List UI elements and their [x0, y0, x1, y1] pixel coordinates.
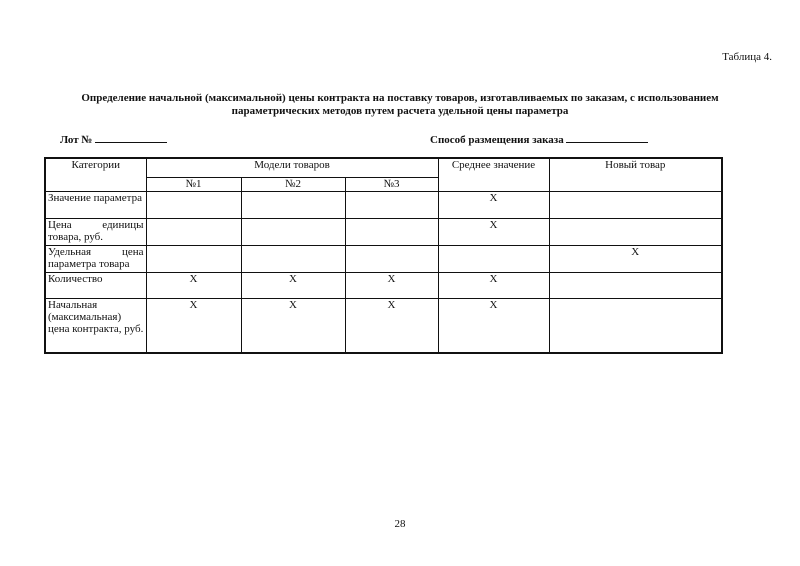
page-number: 28 [394, 518, 406, 530]
cell-new-product[interactable] [549, 218, 722, 245]
pricing-table [44, 157, 723, 354]
row-category: Значение параметра [45, 191, 146, 218]
header-new-product: Новый товар [549, 158, 722, 191]
header-categories: Категории [45, 158, 146, 191]
cell-model-1[interactable] [146, 191, 241, 218]
header-average: Среднее значение [438, 158, 549, 191]
row-category: Удельная цена параметра товара [45, 245, 146, 272]
header-model-3: №3 [345, 177, 438, 191]
table-row [45, 218, 722, 245]
cell-model-1[interactable] [146, 218, 241, 245]
table-row [45, 245, 722, 272]
placement-method-blank-line[interactable] [566, 132, 648, 143]
cell-model-1[interactable]: X [146, 298, 241, 353]
cell-average[interactable]: X [438, 272, 549, 298]
header-model-1: №1 [146, 177, 241, 191]
cell-model-3[interactable] [345, 218, 438, 245]
table-row [45, 272, 722, 298]
placement-method-label: Способ размещения заказа [430, 134, 564, 146]
table-row [45, 298, 722, 353]
cell-model-2[interactable] [241, 191, 345, 218]
cell-model-2[interactable] [241, 218, 345, 245]
cell-model-2[interactable]: X [241, 272, 345, 298]
row-category: Начальная (максимальная) цена контракта, руб. [45, 298, 146, 353]
table-row [45, 191, 722, 218]
header-model-2: №2 [241, 177, 345, 191]
cell-model-3[interactable] [345, 245, 438, 272]
cell-model-3[interactable]: X [345, 272, 438, 298]
placement-method-field [430, 132, 648, 146]
lot-blank-line[interactable] [95, 132, 167, 143]
title-line-1: Определение начальной (максимальной) цены контракта на поставку товаров, изготавливаемых по заказам, с использованием [81, 92, 719, 104]
cell-average[interactable]: X [438, 298, 549, 353]
row-category: Количество [45, 272, 146, 298]
row-category: Цена единицы товара, руб. [45, 218, 146, 245]
table-number-label: Таблица 4. [722, 51, 772, 63]
cell-new-product[interactable]: X [549, 245, 722, 272]
cell-model-1[interactable] [146, 245, 241, 272]
cell-model-2[interactable]: X [241, 298, 345, 353]
header-row [45, 158, 722, 177]
cell-model-3[interactable] [345, 191, 438, 218]
cell-model-3[interactable]: X [345, 298, 438, 353]
cell-average[interactable] [438, 245, 549, 272]
cell-model-2[interactable] [241, 245, 345, 272]
cell-new-product[interactable] [549, 298, 722, 353]
document-title [40, 92, 760, 118]
cell-model-1[interactable]: X [146, 272, 241, 298]
cell-new-product[interactable] [549, 272, 722, 298]
header-models: Модели товаров [146, 158, 438, 177]
cell-average[interactable]: X [438, 191, 549, 218]
title-line-2: параметрических методов путем расчета удельной цены параметра [231, 105, 569, 117]
lot-field [60, 132, 167, 146]
lot-label: Лот № [60, 134, 93, 146]
cell-average[interactable]: X [438, 218, 549, 245]
cell-new-product[interactable] [549, 191, 722, 218]
